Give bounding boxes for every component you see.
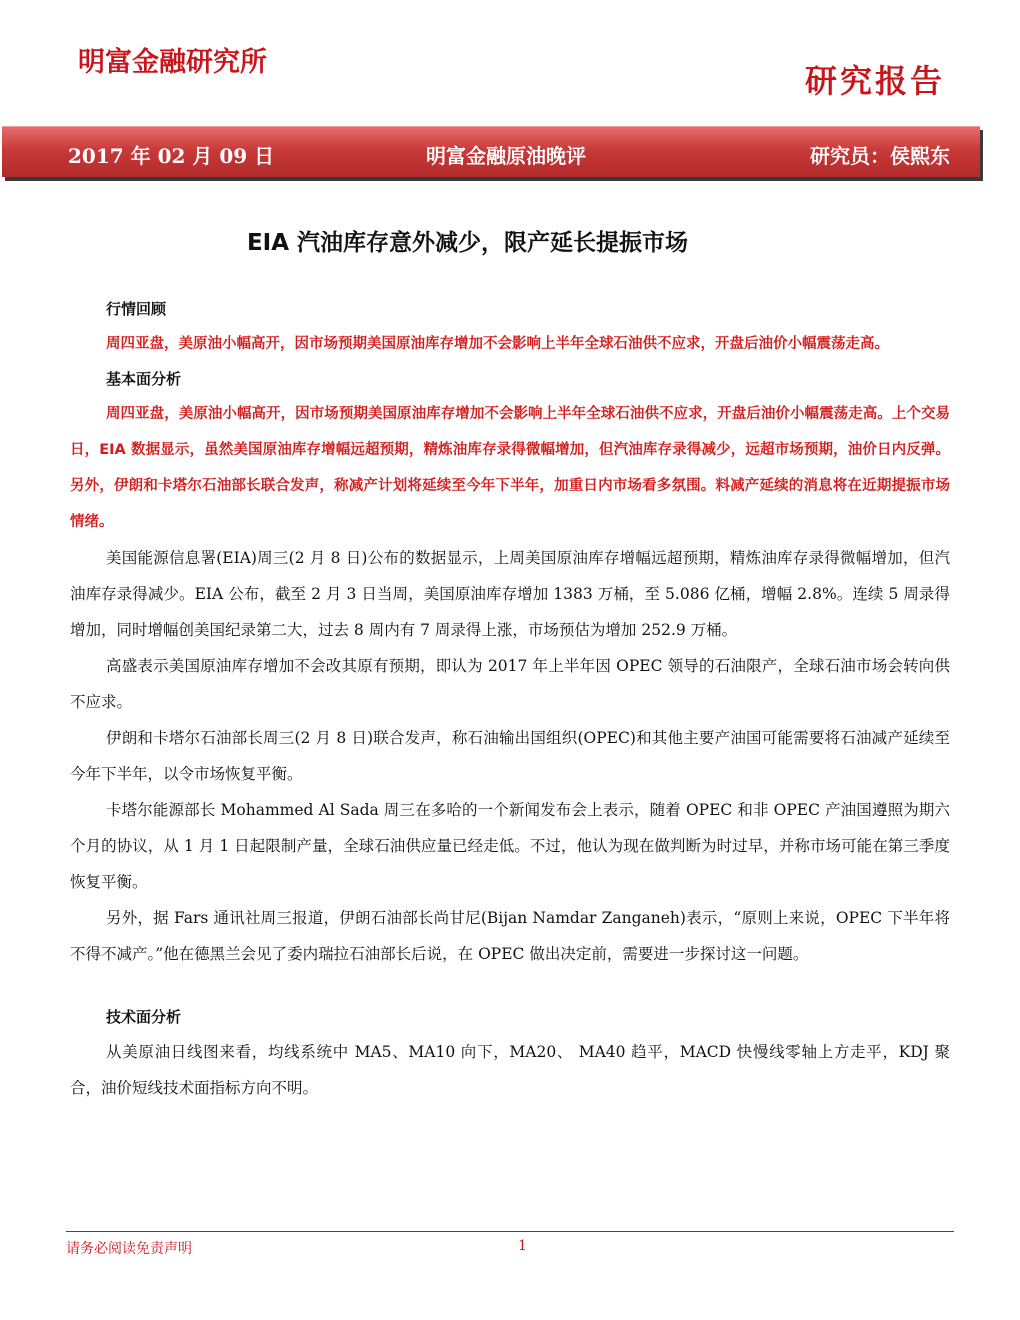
analyst-name: 研究员：侯熙东 <box>810 144 950 168</box>
section-heading-review: 行情回顾 <box>106 300 167 318</box>
article-body <box>70 292 950 1106</box>
qatar-minister-paragraph: 卡塔尔能源部长 Mohammed Al Sada 周三在多哈的一个新闻发布会上表示，随着 OPEC 和非 OPEC 产油国遵照为期六个月的协议，从 1 月 1 日起限制产量，全球石油供应量已经走低。不过，他认为现在做判断为时过早，并称市场可能在第三季度恢复平衡。 <box>70 801 950 891</box>
footer-divider <box>66 1231 954 1232</box>
fars-paragraph: 另外，据 Fars 通讯社周三报道，伊朗石油部长尚甘尼(Bijan Namdar Zanganeh)表示，“原则上来说，OPEC 下半年将不得不减产。”他在德黑兰会见了委内瑞拉石油部长后说，在 OPEC 做出决定前，需要进一步探讨这一问题。 <box>70 909 950 963</box>
iran-qatar-paragraph: 伊朗和卡塔尔石油部长周三(2 月 8 日)联合发声，称石油输出国组织(OPEC)和其他主要产油国可能需要将石油减产延续至今年下半年，以令市场恢复平衡。 <box>70 729 950 783</box>
technical-paragraph: 从美原油日线图来看，均线系统中 MA5、MA10 向下，MA20、 MA40 趋平，MACD 快慢线零轴上方走平，KDJ 聚合，油价短线技术面指标方向不明。 <box>70 1043 950 1097</box>
section-heading-technical: 技术面分析 <box>106 1008 182 1026</box>
header-banner <box>2 126 980 177</box>
goldman-paragraph: 高盛表示美国原油库存增加不会改其原有预期，即认为 2017 年上半年因 OPEC 领导的石油限产，全球石油市场会转向供不应求。 <box>70 657 950 711</box>
eia-data-paragraph: 美国能源信息署(EIA)周三(2 月 8 日)公布的数据显示，上周美国原油库存增幅远超预期，精炼油库存录得微幅增加，但汽油库存录得减少。EIA 公布，截至 2 月 3 日当周，美国原油库存增加 1383 万桶，至 5.086 亿桶，增幅 2.8%。连续 5 周录得增加，同时增幅创美国纪录第二大，过去 8 周内有 7 周录得上涨，市场预估为增加 252.9 万桶。 <box>70 549 950 639</box>
article-title: EIA 汽油库存意外减少，限产延长提振市场 <box>246 230 689 256</box>
report-date: 2017 年 02 月 09 日 <box>68 144 275 168</box>
page-number: 1 <box>518 1238 527 1254</box>
report-type-label: 研究报告 <box>804 62 945 100</box>
fundamental-summary-paragraph: 周四亚盘，美原油小幅高开，因市场预期美国原油库存增加不会影响上半年全球石油供不应求，开盘后油价小幅震荡走高。上个交易日，EIA 数据显示，虽然美国原油库存增幅远超预期，精炼油库存录得微幅增加，但汽油库存录得减少，远超市场预期，油价日内反弹。另外，伊朗和卡塔尔石油部长联合发声，称减产计划将延续至今年下半年，加重日内市场看多氛围。料减产延续的消息将在近期提振市场情绪。 <box>70 406 950 530</box>
section-gap <box>70 972 950 1000</box>
section-heading-fundamental: 基本面分析 <box>106 370 182 388</box>
company-logo: 明富金融研究所 <box>78 47 267 78</box>
review-paragraph: 周四亚盘，美原油小幅高开，因市场预期美国原油库存增加不会影响上半年全球石油供不应求，开盘后油价小幅震荡走高。 <box>106 336 889 352</box>
footer-disclaimer: 请务必阅读免责声明 <box>66 1241 192 1257</box>
report-series: 明富金融原油晚评 <box>426 144 586 168</box>
